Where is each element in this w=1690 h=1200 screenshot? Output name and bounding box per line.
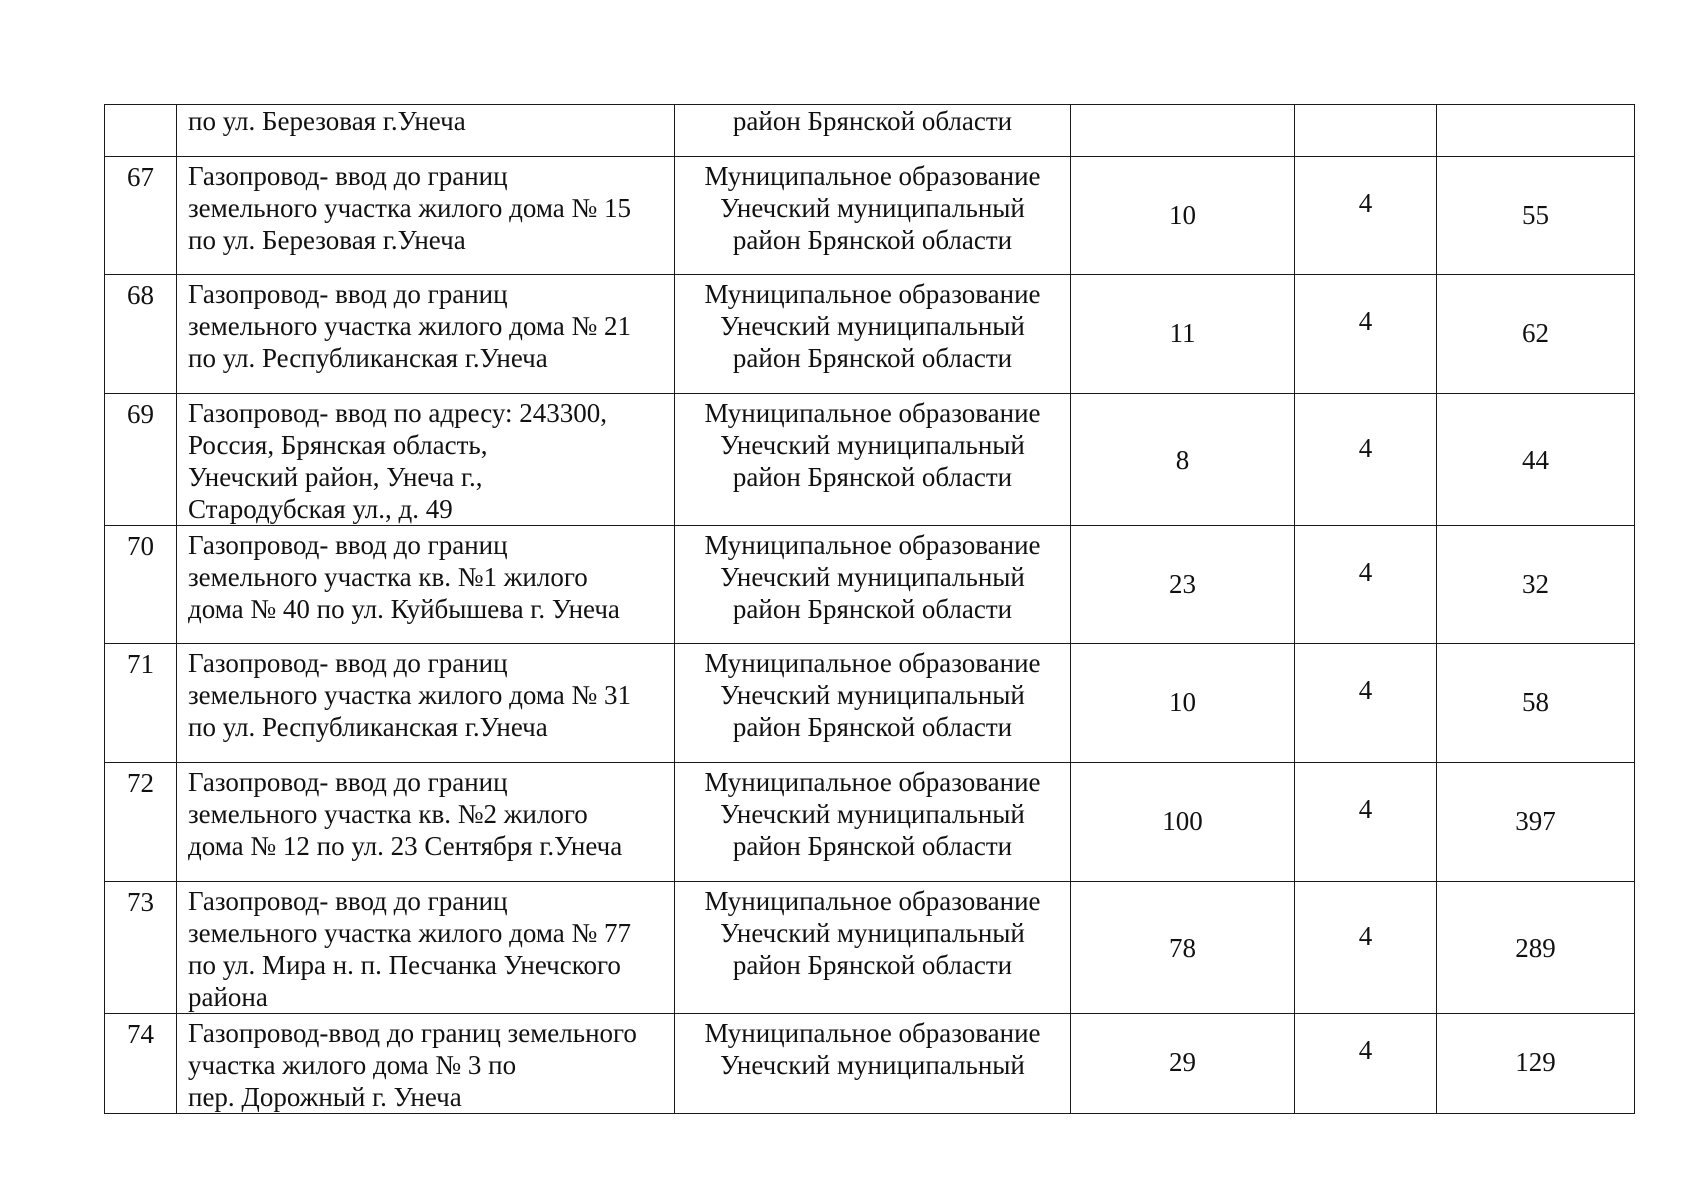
- table-row: [105, 394, 1635, 526]
- pressure-cell: 4: [1295, 1014, 1437, 1114]
- table-row: [105, 644, 1635, 763]
- length-cell: 8: [1071, 394, 1295, 526]
- object-name-cell: по ул. Березовая г.Унеча: [177, 105, 675, 157]
- cost-cell: 44: [1437, 394, 1635, 526]
- cost-cell: 55: [1437, 157, 1635, 275]
- table-row: [105, 105, 1635, 157]
- object-name-cell: Газопровод- ввод до границ земельного участка кв. №2 жилого дома № 12 по ул. 23 Сентября г.Унеча: [177, 763, 675, 882]
- length-cell: [1071, 105, 1295, 157]
- length-cell: 100: [1071, 763, 1295, 882]
- object-name-cell: Газопровод-ввод до границ земельного участка жилого дома № 3 по пер. Дорожный г. Унеча: [177, 1014, 675, 1114]
- row-number-cell: 74: [105, 1014, 177, 1114]
- object-name-cell: Газопровод- ввод до границ земельного участка кв. №1 жилого дома № 40 по ул. Куйбышева г. Унеча: [177, 526, 675, 644]
- owner-cell: Муниципальное образование Унечский муниципальный район Брянской области: [675, 526, 1071, 644]
- owner-cell: Муниципальное образование Унечский муниципальный район Брянской области: [675, 763, 1071, 882]
- pressure-cell: 4: [1295, 882, 1437, 1014]
- owner-cell: Муниципальное образование Унечский муниципальный район Брянской области: [675, 275, 1071, 394]
- cost-cell: 32: [1437, 526, 1635, 644]
- table-row: [105, 1014, 1635, 1114]
- pressure-cell: 4: [1295, 644, 1437, 763]
- pressure-cell: [1295, 105, 1437, 157]
- table-row: [105, 882, 1635, 1014]
- length-cell: 29: [1071, 1014, 1295, 1114]
- cost-cell: 289: [1437, 882, 1635, 1014]
- owner-cell: Муниципальное образование Унечский муниципальный район Брянской области: [675, 394, 1071, 526]
- object-name-cell: Газопровод- ввод до границ земельного участка жилого дома № 77 по ул. Мира н. п. Песчанка Унечского района: [177, 882, 675, 1014]
- cost-cell: 58: [1437, 644, 1635, 763]
- owner-cell: район Брянской области: [675, 105, 1071, 157]
- registry-table: [104, 104, 1635, 1114]
- object-name-cell: Газопровод- ввод до границ земельного участка жилого дома № 31 по ул. Республиканская г.Унеча: [177, 644, 675, 763]
- pressure-cell: 4: [1295, 275, 1437, 394]
- row-number-cell: [105, 105, 177, 157]
- table-row: [105, 526, 1635, 644]
- row-number-cell: 70: [105, 526, 177, 644]
- pressure-cell: 4: [1295, 394, 1437, 526]
- object-name-cell: Газопровод- ввод до границ земельного участка жилого дома № 15 по ул. Березовая г.Унеча: [177, 157, 675, 275]
- owner-cell: Муниципальное образование Унечский муниципальный: [675, 1014, 1071, 1114]
- pressure-cell: 4: [1295, 763, 1437, 882]
- length-cell: 78: [1071, 882, 1295, 1014]
- length-cell: 11: [1071, 275, 1295, 394]
- length-cell: 10: [1071, 644, 1295, 763]
- row-number-cell: 72: [105, 763, 177, 882]
- cost-cell: [1437, 105, 1635, 157]
- owner-cell: Муниципальное образование Унечский муниципальный район Брянской области: [675, 644, 1071, 763]
- cost-cell: 397: [1437, 763, 1635, 882]
- table-row: [105, 275, 1635, 394]
- object-name-cell: Газопровод- ввод до границ земельного участка жилого дома № 21 по ул. Республиканская г.Унеча: [177, 275, 675, 394]
- cost-cell: 62: [1437, 275, 1635, 394]
- length-cell: 23: [1071, 526, 1295, 644]
- row-number-cell: 68: [105, 275, 177, 394]
- owner-cell: Муниципальное образование Унечский муниципальный район Брянской области: [675, 882, 1071, 1014]
- pressure-cell: 4: [1295, 157, 1437, 275]
- cost-cell: 129: [1437, 1014, 1635, 1114]
- row-number-cell: 71: [105, 644, 177, 763]
- object-name-cell: Газопровод- ввод по адресу: 243300, Россия, Брянская область, Унечский район, Унеча г., Стародубская ул., д. 49: [177, 394, 675, 526]
- row-number-cell: 67: [105, 157, 177, 275]
- table-row: [105, 157, 1635, 275]
- table-row: [105, 763, 1635, 882]
- row-number-cell: 73: [105, 882, 177, 1014]
- length-cell: 10: [1071, 157, 1295, 275]
- row-number-cell: 69: [105, 394, 177, 526]
- owner-cell: Муниципальное образование Унечский муниципальный район Брянской области: [675, 157, 1071, 275]
- pressure-cell: 4: [1295, 526, 1437, 644]
